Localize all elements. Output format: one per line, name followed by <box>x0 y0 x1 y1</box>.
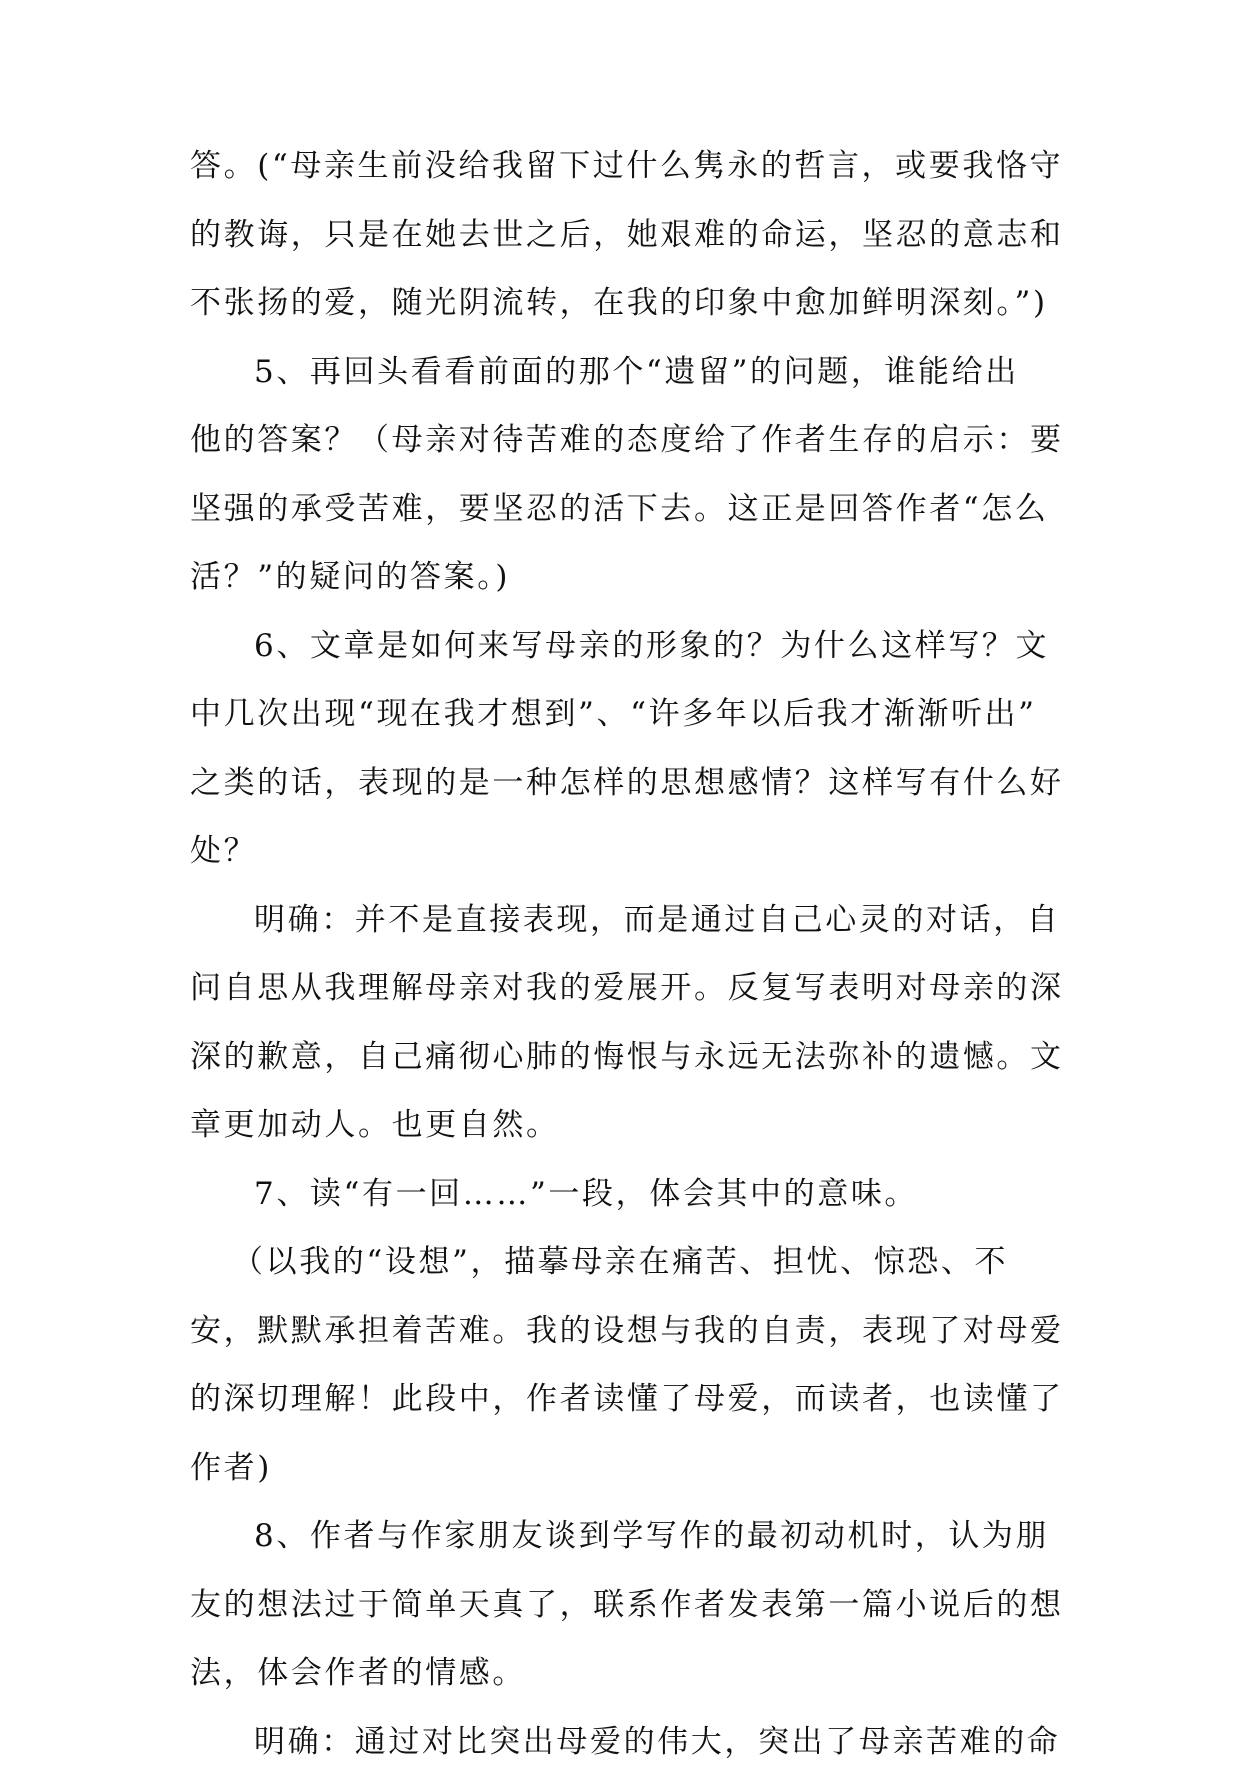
text-line: 答。(“母亲生前没给我留下过什么隽永的哲言，或要我恪守 <box>190 148 1064 184</box>
text-line: 友的想法过于简单天真了，联系作者发表第一篇小说后的想 <box>190 1587 1064 1623</box>
text-line: 活？”的疑问的答案。) <box>190 559 511 595</box>
text-line: 的深切理解！此段中，作者读懂了母爱，而读者，也读懂了 <box>190 1381 1064 1417</box>
text-line: 8、作者与作家朋友谈到学写作的最初动机时，认为朋 <box>254 1518 1050 1554</box>
text-line: 他的答案？（母亲对待苦难的态度给了作者生存的启示：要 <box>190 422 1064 458</box>
text-line: 安，默默承担着苦难。我的设想与我的自责，表现了对母爱 <box>190 1313 1064 1349</box>
text-line: 6、文章是如何来写母亲的形象的？为什么这样写？文 <box>254 628 1050 664</box>
text-line: 法，体会作者的情感。 <box>190 1655 526 1691</box>
text-line: 5、再回头看看前面的那个“遗留”的问题，谁能给出 <box>254 354 1019 390</box>
text-line: 坚强的承受苦难，要坚忍的活下去。这正是回答作者“怎么 <box>190 491 1049 527</box>
text-line: 作者) <box>190 1450 272 1486</box>
text-line: 问自思从我理解母亲对我的爱展开。反复写表明对母亲的深 <box>190 970 1064 1006</box>
text-line: 7、读“有一回……”一段，体会其中的意味。 <box>254 1176 919 1212</box>
text-line: 章更加动人。也更自然。 <box>190 1107 560 1143</box>
text-line: 深的歉意，自己痛彻心肺的悔恨与永远无法弥补的遗憾。文 <box>190 1039 1064 1075</box>
text-line: 不张扬的爱，随光阴流转，在我的印象中愈加鲜明深刻。”) <box>190 285 1048 321</box>
text-line: 之类的话，表现的是一种怎样的思想感情？这样写有什么好 <box>190 765 1064 801</box>
text-line: 明确：通过对比突出母爱的伟大，突出了母亲苦难的命 <box>254 1724 1061 1760</box>
text-line: 明确：并不是直接表现，而是通过自己心灵的对话，自 <box>254 902 1061 938</box>
text-line: 中几次出现“现在我才想到”、“许多年以后我才渐渐听出” <box>190 696 1037 732</box>
text-line: （以我的“设想”，描摹母亲在痛苦、担忧、惊恐、不 <box>232 1244 1009 1280</box>
text-line: 的教诲，只是在她去世之后，她艰难的命运，坚忍的意志和 <box>190 217 1064 253</box>
text-line: 处？ <box>190 833 258 869</box>
